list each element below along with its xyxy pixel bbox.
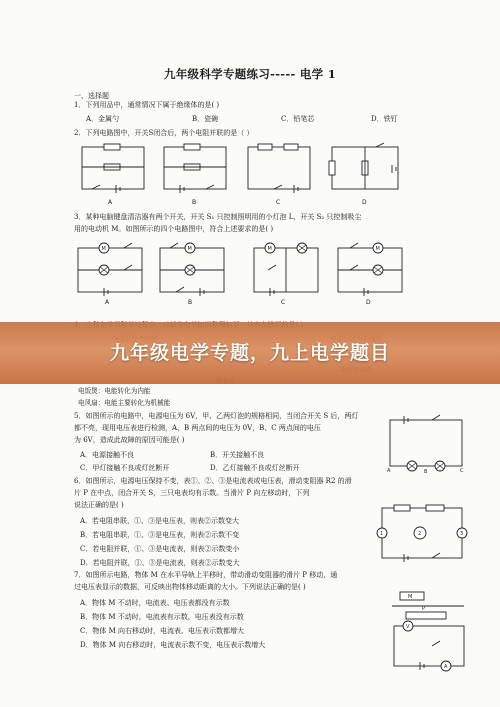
question-5-line-3: 为 6V，造成此故障的原因可能是( ) bbox=[74, 436, 185, 444]
circuit-diagram-q5 bbox=[384, 410, 468, 474]
svg-text:M: M bbox=[187, 246, 192, 252]
question-1-stem: 1．下列用品中，通常情况下属于绝缘体的是( ) bbox=[74, 101, 220, 109]
question-6-line-2: 片 P 在中点，闭合开关 S，三只电表均有示数。当滑片 P 向左移动时，下列 bbox=[74, 489, 310, 497]
q3-label-c: C bbox=[281, 299, 286, 306]
question-6-line-3: 说法正确的是( ) bbox=[74, 501, 124, 509]
svg-text:1: 1 bbox=[380, 531, 384, 537]
question-2-stem: 2．下列电路图中，开关S闭合后，两个电阻并联的是（ ） bbox=[74, 129, 254, 137]
question-1-option-c: C．铅笔芯 bbox=[281, 115, 315, 123]
question-1-option-b: B．瓷碗 bbox=[192, 115, 219, 123]
circuit-diagram-q3-b bbox=[156, 240, 230, 298]
question-3-line-2: 用的电动机 M。如图所示的四个电路图中，符合上述要求的是( ) bbox=[74, 225, 274, 233]
question-5-option-a: A．电源接触不良 bbox=[80, 451, 135, 459]
svg-text:P: P bbox=[422, 606, 426, 612]
circuit-diagram-q2-a bbox=[78, 141, 150, 197]
circuit-diagram-q2-d bbox=[326, 141, 406, 197]
svg-text:A: A bbox=[444, 664, 448, 670]
question-4-item-fan: 电风扇：电能主要转化为机械能 bbox=[78, 399, 171, 407]
circuit-diagram-q2-c bbox=[244, 141, 316, 197]
question-1-option-a: A．金属勺 bbox=[86, 115, 120, 123]
question-5-option-c: C．甲灯接触不良或灯丝断开 bbox=[80, 464, 170, 472]
question-7-line-2: 过电压表显示的数据，可反映出物体移动距离的大小。下列说法正确的是( ) bbox=[74, 583, 306, 591]
q2-label-a: A bbox=[108, 199, 113, 206]
question-3-line-1: 3．某种电脑键盘清洁器有两个开关，开关 S₁ 只控制照明用的小灯泡 L，开关 S₂ 只控制吸尘 bbox=[74, 213, 362, 221]
q2-label-d: D bbox=[362, 199, 367, 206]
section-heading: 一、选择题 bbox=[74, 92, 109, 100]
question-5-option-d: D．乙灯接触不良或灯丝断开 bbox=[210, 464, 300, 472]
circuit-diagram-q3-a bbox=[74, 240, 148, 298]
question-5-line-1: 5．如图所示的电路中，电源电压为 6V，甲、乙两灯泡的规格相同，当闭合开关 S 后，两灯 bbox=[74, 412, 359, 420]
question-7-option-b: B．物体 M 不动时，电流表有示数，电压表没有示数 bbox=[80, 613, 244, 621]
question-1-option-d: D．铁钉 bbox=[371, 115, 398, 123]
question-7-line-1: 7．如图所示电路，物体 M 在水平导轨上平移时，带动滑动变阻器的滑片 P 移动，通 bbox=[74, 571, 338, 579]
question-6-option-c: C．若电阻并联，①、③是电流表，则表②示数变小 bbox=[80, 545, 240, 553]
q3-label-a: A bbox=[105, 299, 110, 306]
question-5-option-b: B．开关接触不良 bbox=[210, 451, 265, 459]
page-title: 九年级科学专题练习----- 电学 1 bbox=[163, 67, 337, 81]
circuit-diagram-q7 bbox=[386, 586, 470, 678]
banner-title: 九年级电学专题，九上电学题目 bbox=[109, 342, 390, 364]
question-4-item-rice-cooker: 电饭煲：电能转化为内能 bbox=[78, 387, 151, 395]
svg-text:M: M bbox=[101, 246, 106, 252]
question-6-option-b: B．若电阻串联，①、③是电压表，则表②示数不变 bbox=[80, 531, 240, 539]
svg-text:C: C bbox=[460, 468, 464, 474]
svg-text:3: 3 bbox=[460, 531, 464, 537]
question-5-line-2: 都不亮，现用电压表进行检测，A、B 两点间的电压为 0V，B、C 两点间的电压 bbox=[74, 424, 321, 432]
svg-text:M: M bbox=[375, 246, 380, 252]
circuit-diagram-q2-b bbox=[160, 141, 232, 197]
svg-text:A: A bbox=[387, 468, 391, 474]
svg-text:B: B bbox=[424, 469, 428, 474]
circuit-diagram-q3-c bbox=[250, 240, 324, 298]
circuit-diagram-q6 bbox=[376, 496, 468, 566]
q2-label-b: B bbox=[192, 199, 197, 206]
q3-label-b: B bbox=[188, 299, 193, 306]
svg-text:M: M bbox=[408, 594, 413, 600]
question-6-option-d: D．若电阻并联，①、③是电流表，则表②示数变大 bbox=[80, 559, 240, 567]
svg-text:2: 2 bbox=[418, 531, 422, 537]
question-7-option-a: A．物体 M 不动时，电流表、电压表都没有示数 bbox=[80, 599, 230, 607]
q3-label-d: D bbox=[366, 299, 371, 306]
question-6-line-1: 6．如图所示，电源电压保持不变，表①、②、③是电流表或电压表，滑动变阻器 R2 的滑 bbox=[74, 477, 352, 485]
question-7-option-d: D．物体 M 向右移动时，电流表示数不变，电压表示数增大 bbox=[80, 641, 266, 649]
question-6-option-a: A．若电阻串联，①、③是电压表，则表②示数变大 bbox=[80, 517, 240, 525]
circuit-diagram-q3-d bbox=[334, 240, 408, 298]
svg-text:V: V bbox=[406, 624, 410, 630]
question-7-option-c: C．物体 M 向右移动时，电流表、电压表示数都增大 bbox=[80, 627, 244, 635]
q2-label-c: C bbox=[276, 199, 281, 206]
svg-text:M: M bbox=[267, 246, 272, 252]
